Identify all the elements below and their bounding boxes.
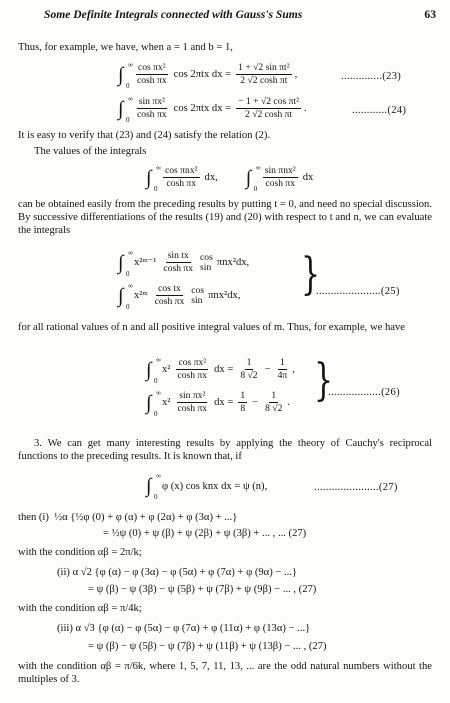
right-brace: } [314,355,334,407]
integral-sign: ∫ ∞ 0 [245,163,261,193]
section-3-paragraph: 3. We can get many interesting results by applying the theory of Cauchy's reciprocal functions to the preceding results. It is known that, if [18,438,432,462]
case-ii-line2: = ψ (β) − ψ (3β) − ψ (5β) + ψ (7β) + ψ (9β) − ... , (27) [88,584,317,595]
result-fraction: $\frac{\text{1 + √2 sin πt²}}{\text{2 √2 cosh πt}}$ [238,62,290,86]
equation-25-row1: ∫ ∞ 0 x²ᵐ⁻¹ $\frac{\text{sin tx}}{\text{cosh πx}}$ cos sin πnx²dx, [118,248,250,278]
integral-sign: ∫ ∞ 0 [146,472,161,501]
equation-label: (24) [387,105,407,116]
integral-sign: ∫ ∞ 0 [146,163,161,193]
integrand-fraction: $\frac{\text{sin πx²}}{\text{cosh πx}}$ [137,96,167,120]
rational-values-paragraph: for all rational values of n and all positive integral values of m. Thus, for example, we have [18,322,405,333]
case-i-line2: = ½ψ (0) + ψ (β) + ψ (2β) + ψ (3β) + ... , ... (27) [103,528,307,539]
equation-label: (27) [378,482,398,493]
equation-27: ∫ ∞ 0 φ (x) cos knx dx = ψ (n), [146,472,268,501]
condition-i: with the condition αβ = 2π/k; [18,547,142,558]
equation-26-row1: ∫ ∞ 0 x² $\frac{\text{cos πx²}}{\text{cosh πx}}$ dx = $\frac{1}{8 √2}$ − $\frac{1}{4\pi}$ , [146,355,295,385]
case-i-line1: then (i) ½α {½φ (0) + φ (α) + φ (2α) + φ (3α) + ...} [18,512,238,523]
result-fraction: $\frac{\text{− 1 + √2 cos πt²}}{\text{2 √2 cosh πt}}$ [238,96,300,120]
integral-pair: ∫ ∞ 0 $\frac{\text{cos πnx²}}{\text{cosh πx}}$ dx, ∫ ∞ 0 $\frac{\text{sin πnx²}}{\text{cosh πx}}$ dx [146,163,314,193]
dot-leader: ......................(27) [314,482,398,493]
case-iii-line2: = ψ (β) − ψ (5β) − ψ (7β) + ψ (11β) + ψ (13β) − ... , (27) [88,641,327,652]
equation-24: ∫ ∞ 0 $\frac{\text{sin πx²}}{\text{cosh πx}}$ cos 2πtx dx = $\frac{\text{− 1 + √2 cos πt²}}{\text{2 √2 cosh πt}}$ . [118,94,307,124]
integral-sign: ∫ ∞ 0 [118,281,133,311]
differentiation-paragraph: can be obtained easily from the preceding results by putting t = 0, and need no special discussion. By successive differentiations of the results (19) and (20) with respect to t and n, we can evaluate the integrals [18,199,432,236]
case-ii-line1: (ii) α √2 {φ (α) − φ (3α) − φ (5α) + φ (7α) + φ (9α) − ...} [57,567,298,578]
page-number: 63 [424,8,436,21]
equation-25-row2: ∫ ∞ 0 x²ᵐ $\frac{\text{cos tx}}{\text{cosh πx}}$ cos sin πnx²dx, [118,281,241,311]
equation-label: (25) [380,286,400,297]
equation-label: (26) [381,387,400,398]
equation-label: (23) [382,71,402,82]
dot-leader: ......................(25) [316,286,400,297]
dot-leader: ..............(23) [341,71,402,82]
dot-leader: ..................(26) [328,387,400,398]
integrand-fraction: $\frac{\text{cos πx²}}{\text{cosh πx}}$ [137,62,167,86]
condition-iii: with the condition αβ = π/6k, where 1, 5, 7, 11, 13, ... are the odd natural numbers without the multiples of 3. [18,661,432,685]
intro-sentence: Thus, for example, we have, when a = 1 and b = 1, [18,42,233,53]
integral-sign: ∫ ∞ 0 [118,94,133,124]
right-brace: } [301,249,321,301]
equation-26-row2: ∫ ∞ 0 x² $\frac{\text{sin πx²}}{\text{cosh πx}}$ dx = $\frac{1}{8}$ − $\frac{1}{8 √2}$ . [146,388,291,418]
case-iii-line1: (iii) α √3 {φ (α) − φ (5α) − φ (7α) + φ (11α) + φ (13α) − ...} [57,623,311,634]
header-title: Some Definite Integrals connected with Gauss's Sums [44,8,303,21]
dot-leader: ............(24) [352,105,407,116]
integrals-intro: The values of the integrals [34,146,147,157]
condition-ii: with the condition αβ = π/4k; [18,603,142,614]
integral-sign: ∫ ∞ 0 [118,248,133,278]
running-header [44,8,436,24]
equation-23: ∫ ∞ 0 $\frac{\text{cos πx²}}{\text{cosh πx}}$ cos 2πtx dx = $\frac{\text{1 + √2 sin πt²}}{\text{2 √2 cosh πt}}$ , [118,60,298,90]
integral-sign: ∫ ∞ 0 [146,388,161,418]
integral-sign: ∫ ∞ 0 [118,60,133,90]
verification-sentence: It is easy to verify that (23) and (24) satisfy the relation (2). [18,130,271,141]
integral-sign: ∫ ∞ 0 [146,355,161,385]
